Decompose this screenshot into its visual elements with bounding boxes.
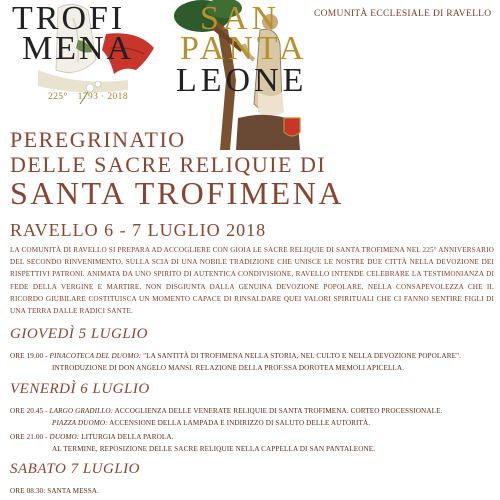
program-continuation: AL TERMINE, REPOSIZIONE DELLE SACRE RELIQUIE NELLA CAPPELLA DI SAN PANTALEONE. [52,444,376,453]
program-text: SANTA MESSA. [45,487,99,495]
event-dates: RAVELLO 6 - 7 LUGLIO 2018 [10,220,267,240]
anniversary-line [48,92,128,102]
day-heading-friday: VENERDÌ 6 LUGLIO [10,381,150,397]
community-name: COMUNITÀ ECCLESIALE DI RAVELLO [314,9,492,19]
program-item [10,351,496,374]
right-title-bottom: LEONE [176,62,308,99]
program-continuation: ACCENSIONE DELLA LAMPADA E INDIRIZZO DI SALUTO DELLE AUTORITÀ. [107,418,371,427]
program-continuation: INTRODUZIONE DI DON ANGELO MANSI. RELAZIONE DELLA PROF.SSA DOROTEA MEMOLI APICELLA. [52,363,405,372]
program-venue: DUOMO: [49,433,80,441]
program-venue: PIAZZA DUOMO: [52,418,108,427]
program-time: ORE 20.45 - [10,407,48,415]
program-item [10,432,496,455]
program-time: ORE 08.30: [10,487,46,495]
program-venue: PINACOTECA DEL DUOMO: [49,352,142,360]
title-line-1: PEREGRINATIO [10,127,186,152]
intro-paragraph: LA COMUNITÀ DI RAVELLO SI PREPARA AD ACCOGLIERE CON GIOIA LE SACRE RELIQUIE DI SANTA TROFIMENA NEL 225° ANNIVERSARIO DEL SECONDO RINVENIMENTO, SULLA SCIA DI UNA NOBILE TRADIZIONE CHE UNISCE LE NOSTRE DUE CITTÀ NELLA DEVOZIONE DEI RISPETTIVI PATRONI. ANIMATA DA UNO SPIRITO DI AUTENTICA CONDIVISIONE, RAVELLO INTENDE CELEBRARE LA TESTIMONIANZA DI FEDE DELLA VERGINE E MARTIRE, NON DISGIUNTA DALLA GENUINA DEVOZIONE POPOLARE, NELLA CONSAPEVOLEZZA CHE IL RICORDO GIUBILARE COSTITUISCA UN MOMENTO CAPACE DI RINSALDARE QUEI VALORI SPIRITUALI CHE CI FANNO SENTIRE FIGLI DI UNA TERRA DALLE RADICI SANTE. [10,246,494,316]
right-title-top: SAN [200,0,281,37]
right-title-mid: PANTA [180,30,308,67]
program-venue: LARGO GRADILLO: [49,407,114,415]
left-title-top: TROFI [12,0,126,37]
left-title-bottom: MENA [22,30,135,67]
years-label: 1793 · 2018 [77,92,128,102]
program-time: ORE 21.00 - [10,433,48,441]
title-line-2: DELLE SACRE RELIQUIE DI [10,152,327,177]
program-item [10,486,496,498]
program-text: ACCOGLIENZA DELLE VENERATE RELIQUIE DI SANTA TROFIMENA. CORTEO PROCESSIONALE. [113,407,443,415]
program-text: LITURGIA DELLA PAROLA. [79,433,174,441]
day-heading-thursday: GIOVEDÌ 5 LUGLIO [10,326,148,342]
program-time: ORE 19.00 - [10,352,48,360]
day-heading-saturday: SABATO 7 LUGLIO [10,461,141,477]
title-line-3: SANTA TROFIMENA [10,175,344,211]
anniversary-label: 225° [48,92,68,102]
program-text: "LA SANTITÀ DI TROFIMENA NELLA STORIA, NEL CULTO E NELLA DEVOZIONE POPOLARE". [141,352,462,360]
program-item [10,406,496,429]
